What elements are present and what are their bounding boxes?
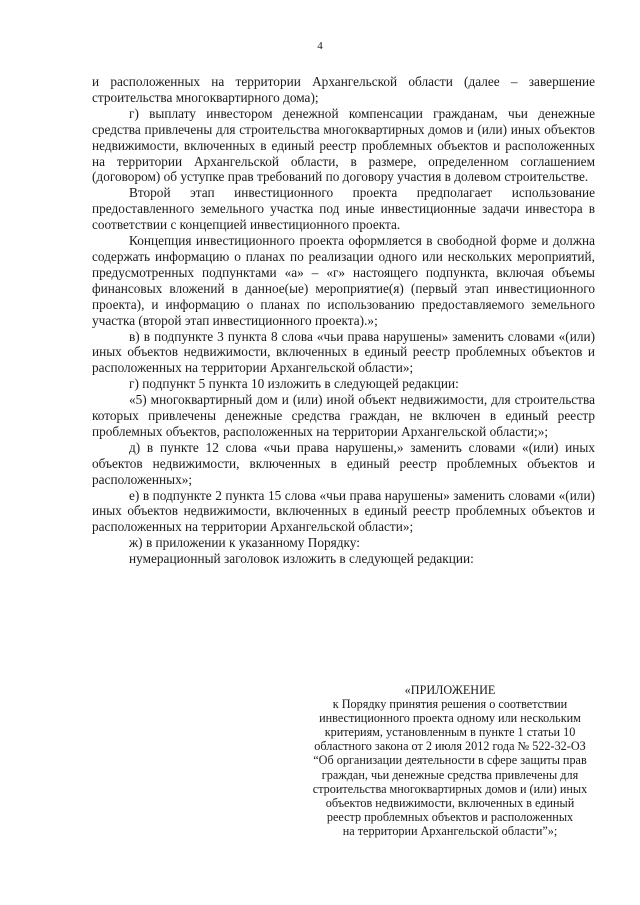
appendix-line: критериям, установленным в пункте 1 статьи 10 [324, 725, 576, 740]
paragraph-item-g-point10: г) подпункт 5 пункта 10 изложить в следующей редакции: [129, 376, 459, 392]
paragraph-heading-instruction: нумерационный заголовок изложить в следующей редакции: [129, 551, 474, 567]
page-number: 4 [317, 40, 323, 52]
appendix-heading-block [305, 683, 595, 838]
appendix-line: инвестиционного проекта одному или нескольким [319, 711, 581, 726]
paragraph-continuation: и расположенных на территории Архангельской области (далее – завершение строительства многоквартирного дома); [92, 74, 595, 105]
body-text [92, 74, 595, 567]
paragraph-quoted-point5: «5) многоквартирный дом и (или) иной объект недвижимости, для строительства которых привлечены денежные средства граждан, не включен в единый реестр проблемных объектов, расположенных на территории Архангельской области;»; [92, 392, 595, 439]
paragraph-item-e: е) в подпункте 2 пункта 15 слова «чьи права нарушены» заменить словами «(или) иных объектов недвижимости, включенных в единый реестр проблемных объектов и расположенных на территории Архангельской области»; [92, 487, 595, 535]
paragraph-concept: Концепция инвестиционного проекта оформляется в свободной форме и должна содержать информацию о планах по реализации одного или нескольких мероприятий, предусмотренных подпунктами «а» – «г» настоящего подпункта, включая объемы финансовых вложений в данное(ые) мероприятие(я) (первый этап инвестиционного проекта), и информацию о планах по использованию предоставляемого земельного участка (второй этап инвестиционного проекта).»; [92, 233, 595, 328]
appendix-line: реестр проблемных объектов и расположенных [326, 809, 574, 824]
paragraph-item-v: в) в подпункте 3 пункта 8 слова «чьи права нарушены» заменить словами «(или) иных объектов недвижимости, включенных в единый реестр проблемных объектов и расположенных на территории Архангельской области»; [92, 328, 595, 376]
appendix-line: областного закона от 2 июля 2012 года № 522-32-ОЗ [314, 739, 586, 754]
appendix-line: на территории Архангельской области”»; [342, 823, 558, 838]
appendix-line: к Порядку принятия решения о соответствии [332, 697, 568, 712]
appendix-line: «ПРИЛОЖЕНИЕ [404, 683, 496, 697]
paragraph-second-stage: Второй этап инвестиционного проекта предполагает использование предоставленного земельного участка под иные инвестиционные задачи инвестора в соответствии с концепцией инвестиционного проекта. [92, 185, 595, 233]
paragraph-item-g-compensation: г) выплату инвестором денежной компенсации гражданам, чьи денежные средства привлечены для строительства многоквартирных домов и (или) иных объектов недвижимости, включенных в единый реестр проблемных объектов и расположенных на территории Архангельской области, в размере, определенном соглашением (договором) об уступке прав требований по договору участия в долевом строительстве. [92, 105, 595, 185]
paragraph-item-d: д) в пункте 12 слова «чьи права нарушены,» заменить словами «(или) иных объектов недвижимости, включенных в единый реестр проблемных объектов и расположенных»; [92, 439, 595, 487]
paragraph-item-zh: ж) в приложении к указанному Порядку: [129, 535, 360, 551]
appendix-line: “Об организации деятельности в сфере защиты прав [313, 753, 587, 768]
appendix-line: граждан, чьи денежные средства привлечены для [321, 767, 579, 782]
appendix-line: строительства многоквартирных домов и (или) иных [312, 781, 588, 796]
appendix-line: объектов недвижимости, включенных в единый [325, 795, 575, 810]
